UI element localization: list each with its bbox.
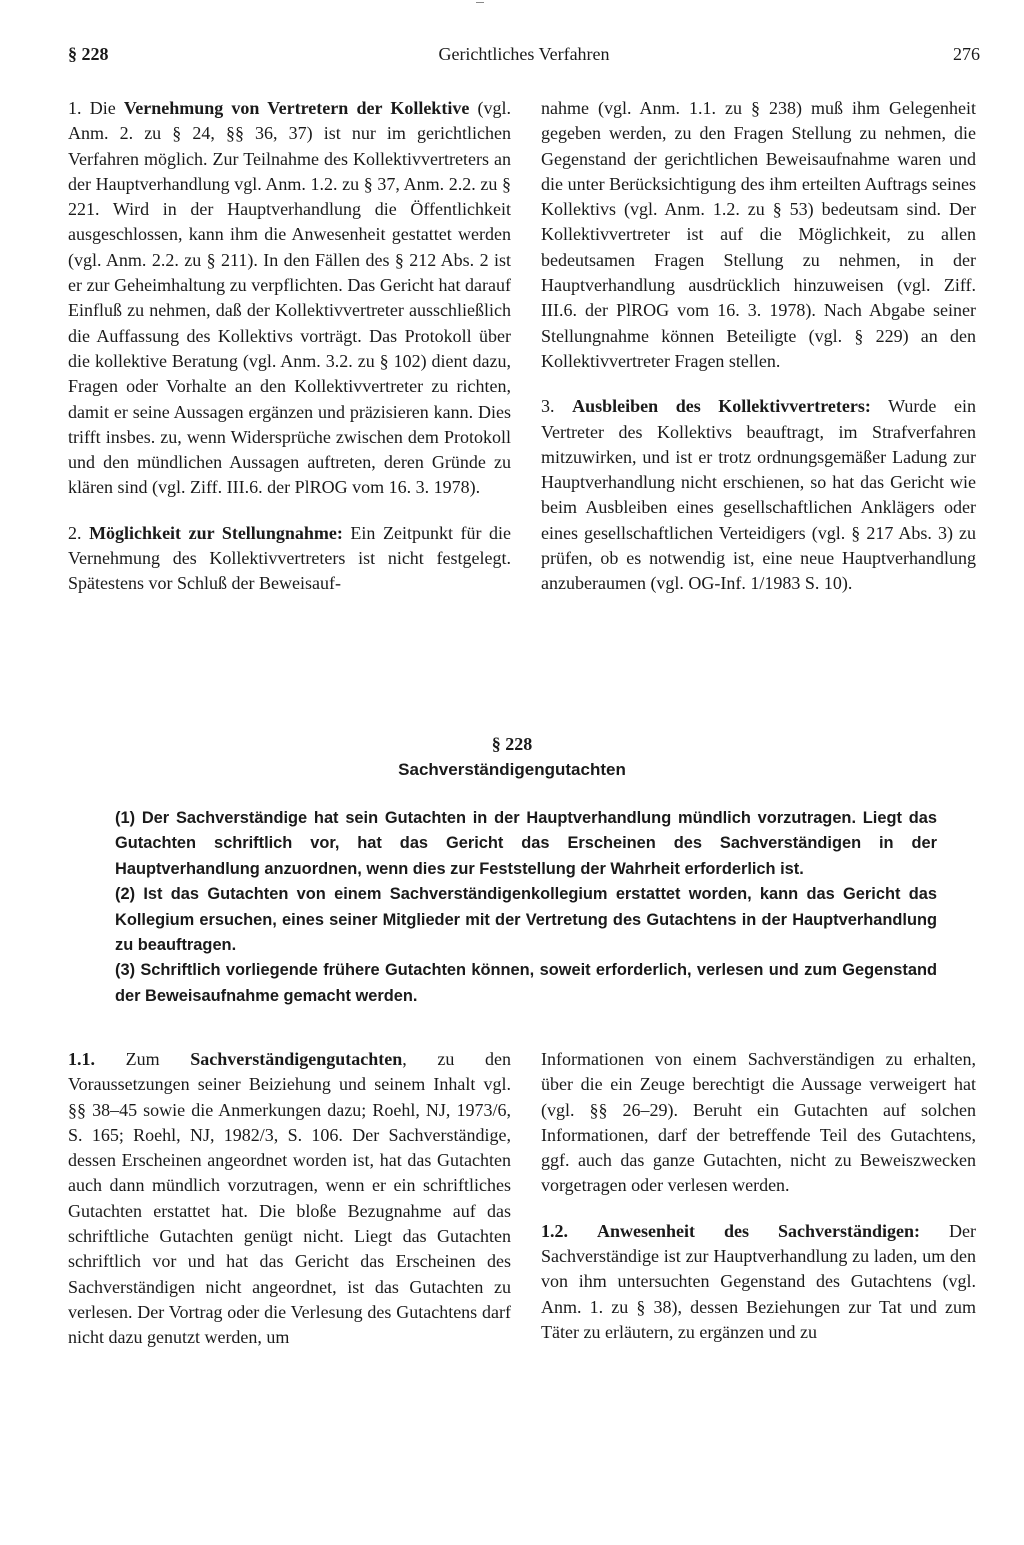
paragraph-heading: Möglichkeit zur Stellungnahme: <box>89 522 343 543</box>
header-section: § 228 <box>68 44 109 64</box>
annotation-paragraph <box>541 1047 976 1199</box>
annotation-paragraph <box>541 96 976 374</box>
paragraph-heading: Ausbleiben des Kollektivvertreters: <box>572 396 871 417</box>
paragraph-text: Informationen von einem Sachverständigen zu erhalten, über die ein Zeuge berechtigt die Aussage verweigert hat (vgl. §§ 26–29). Beruht ein Gutachten auf solchen Informationen, darf der betreffende Teil des Gutachtens, ggf. auch das ganze Gutachten, nicht zu Beweiszwecken vorgetragen oder verlesen werden. <box>541 1049 976 1196</box>
annotation-paragraph <box>68 1047 511 1351</box>
statute-text <box>115 806 937 1009</box>
paragraph-heading: Vernehmung von Vertretern der Kollektive <box>123 98 470 118</box>
paragraph-text: , zu den Voraussetzungen seiner Beiziehung und seinem Inhalt vgl. §§ 38–45 sowie die Anmerkungen dazu; Roehl, NJ, 1973/6, S. 165; Roehl, NJ, 1982/3, S. 106. Der Sachverständige, dessen Erscheinen angeordnet worden ist, hat das Gutachten auch dann mündlich vorzutragen, wenn er ein schriftliches Gutachten erstattet hat. Die bloße Bezugnahme auf das schriftliche Gutachten genügt nicht. Liegt das Gutachten schriftlich vor und hat das Gericht das Erscheinen des Sachverständigen nicht angeordnet, ist das Gutachten zu verlesen. Der Vortrag oder die Verlesung des Gutachtens darf nicht dazu genutzt werden, um <box>68 1049 511 1348</box>
scan-mark <box>476 2 484 3</box>
page-number: 276 <box>953 44 980 64</box>
paragraph-number: 2. <box>68 522 82 543</box>
paragraph-text: Der Sachverständige ist zur Hauptverhandlung zu laden, um den von ihm untersuchten Gegenstand des Gutachtens (vgl. Anm. 1. zu § 38), dessen Beziehungen zur Tat und zum Täter zu erläutern, zu ergänzen und zu <box>541 1220 976 1342</box>
paragraph-text: Wurde ein Vertreter des Kollektivs beauftragt, im Strafverfahren mitzuwirken, und ist er trotz ordnungsgemäßer Ladung zur Hauptverhandlung nicht erschienen, so hat das Gericht wie beim Ausbleiben eines gesellschaftlichen Anklägers oder eines gesellschaftlichen Verteidigers (vgl. § 217 Abs. 3) zu prüfen, ob es notwendig ist, eine neue Hauptverhandlung anzuberaumen (vgl. OG-Inf. 1/1983 S. 10). <box>541 396 976 594</box>
annotation-paragraph <box>68 521 511 597</box>
right-column-bottom <box>541 1047 976 1345</box>
section-number: § 228 <box>491 734 533 754</box>
header-title: Gerichtliches Verfahren <box>438 44 610 64</box>
annotation-paragraph <box>541 394 976 596</box>
page-header <box>68 44 980 70</box>
paragraph-number: 1.1. <box>68 1049 95 1069</box>
paragraph-text: nahme (vgl. Anm. 1.1. zu § 238) muß ihm Gelegenheit gegeben werden, zu den Fragen Stellung zu nehmen, die Gegenstand der gerichtlichen Beweisaufnahme waren und die unter Berücksichtigung des ihm erteilten Auftrags seines Kollektivs (vgl. Anm. 1.2. zu § 53) bedeutsam sind. Der Kollektivvertreter ist auf die Möglichkeit, zu allen bedeutsamen Fragen Stellung zu nehmen, in der Hauptverhandlung ausdrücklich hinzuweisen (vgl. Ziff. III.6. der PlROG vom 16. 3. 1978). Nach Abgabe seiner Stellungnahme können Beteiligte (vgl. § 229) an den Kollektivvertreter Fragen stellen. <box>541 98 976 371</box>
left-column-top <box>68 96 511 597</box>
statute-paragraph: (1) Der Sachverständige hat sein Gutachten in der Hauptverhandlung mündlich vorzutragen. Liegt das Gutachten schriftlich vor, hat das Gericht das Erscheinen des Sachverständigen in der Hauptverhandlung anzuordnen, wenn dies zur Feststellung der Wahrheit erforderlich ist. <box>115 809 937 878</box>
annotation-paragraph <box>68 96 511 501</box>
paragraph-text: Zum <box>125 1049 160 1069</box>
left-column-bottom <box>68 1047 511 1351</box>
paragraph-heading: Anwesenheit des Sachverständigen: <box>597 1220 921 1241</box>
section-title: Sachverständigengutachten <box>398 760 626 779</box>
statute-paragraph: (2) Ist das Gutachten von einem Sachverständigenkollegium erstattet worden, kann das Gericht das Kollegium ersuchen, eines seiner Mitglieder mit der Vertretung des Gutachtens in der Hauptverhandlung zu beauftragen. <box>115 885 937 955</box>
paragraph-text: (vgl. Anm. 2. zu § 24, §§ 36, 37) ist nur im gerichtlichen Verfahren möglich. Zur Teilnahme des Kollektivvertreters an der Hauptverhandlung vgl. Anm. 1.2. zu § 37, Anm. 2.2. zu § 221. Wird in der Hauptverhandlung die Öffentlichkeit ausgeschlossen, kann ihm die Anwesenheit gestattet werden (vgl. Anm. 2.2. zu § 211). In den Fällen des § 212 Abs. 2 ist er zur Geheimhaltung zu verpflichten. Das Gericht hat darauf Einfluß zu nehmen, daß der Kollektivvertreter ausschließlich die Auffassung des Kollektivs vorträgt. Das Protokoll über die kollektive Beratung (vgl. Anm. 3.2. zu § 102) dient dazu, Fragen oder Vorhalte an den Kollektivvertreter zu richten, damit er seine Aussagen ergänzen und präzisieren kann. Dies trifft insbes. zu, wenn Widersprüche zwischen dem Protokoll und den mündlichen Aussagen auftreten, deren Gründe zu klären sind (vgl. Ziff. III.6. der PlROG vom 16. 3. 1978). <box>68 98 512 498</box>
paragraph-number: 3. <box>541 396 555 417</box>
paragraph-number: 1.2. <box>541 1220 568 1241</box>
right-column-top <box>541 96 976 597</box>
paragraph-text: Ein Zeitpunkt für die Vernehmung des Kollektivvertreters ist nicht festgelegt. Spätestens vor Schluß der Beweisauf- <box>68 522 512 594</box>
paragraph-heading: Sachverständigengutachten <box>190 1049 403 1069</box>
statute-paragraph: (3) Schriftlich vorliegende frühere Gutachten können, soweit erforderlich, verlesen und zum Gegenstand der Beweisaufnahme gemacht werden. <box>115 961 937 1005</box>
annotation-paragraph <box>541 1219 976 1345</box>
paragraph-number: 1. Die <box>68 98 116 118</box>
